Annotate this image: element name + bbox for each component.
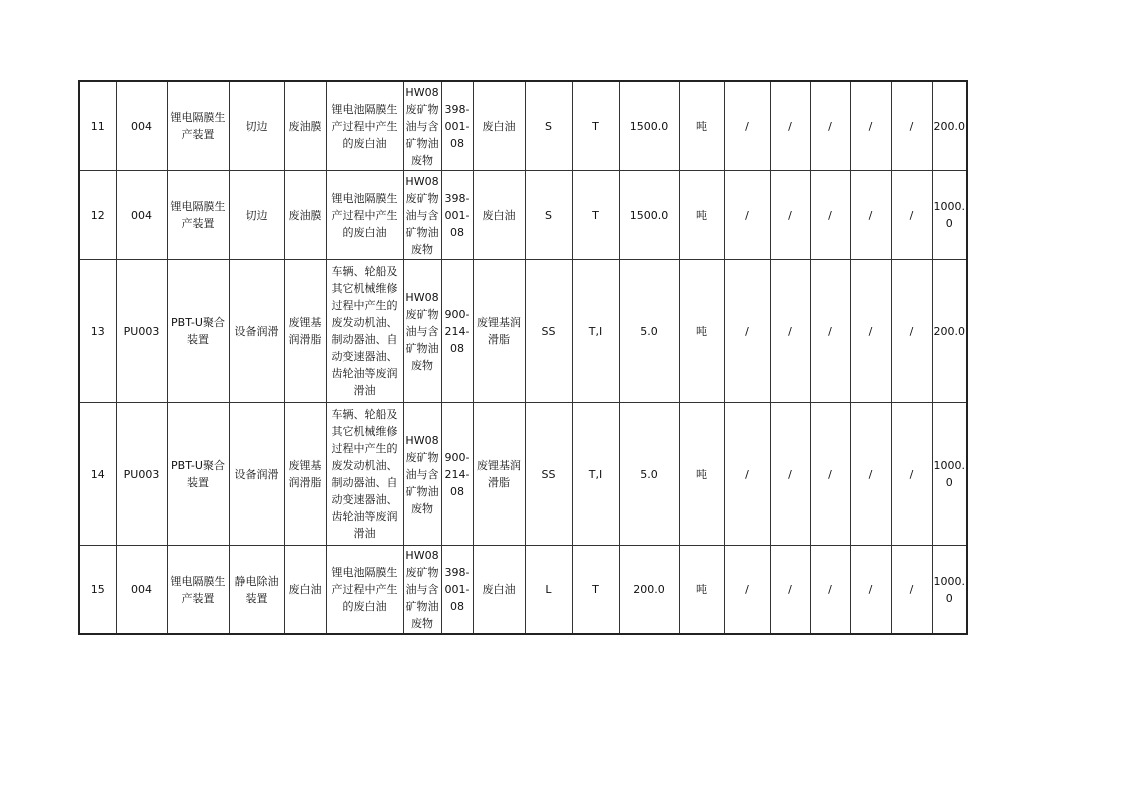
physical-form: SS <box>525 403 572 546</box>
unit-name: PBT-U聚合装置 <box>167 403 229 546</box>
slash-cell-1: / <box>724 171 770 260</box>
unit-code: PU003 <box>116 260 167 403</box>
last-value: 1000.0 <box>932 171 967 260</box>
unit-name: PBT-U聚合装置 <box>167 260 229 403</box>
amount-unit: 吨 <box>679 81 724 171</box>
slash-cell-4: / <box>850 260 891 403</box>
waste-source: 车辆、轮船及其它机械维修过程中产生的废发动机油、制动器油、自动变速器油、齿轮油等废润滑油 <box>326 403 403 546</box>
annual-amount: 5.0 <box>619 403 679 546</box>
slash-cell-4: / <box>850 403 891 546</box>
waste-code: 398-001-08 <box>441 171 473 260</box>
waste-name: 废油膜 <box>284 81 326 171</box>
unit-code: 004 <box>116 81 167 171</box>
waste-code: 900-214-08 <box>441 403 473 546</box>
slash-cell-5: / <box>891 403 932 546</box>
amount-unit: 吨 <box>679 546 724 635</box>
waste-category: HW08废矿物油与含矿物油废物 <box>403 171 441 260</box>
table-row <box>79 171 967 260</box>
main-component: 废锂基润滑脂 <box>473 260 525 403</box>
slash-cell-1: / <box>724 546 770 635</box>
slash-cell-3: / <box>810 260 850 403</box>
process-name: 设备润滑 <box>229 260 284 403</box>
last-value: 1000.0 <box>932 403 967 546</box>
slash-cell-4: / <box>850 546 891 635</box>
process-name: 切边 <box>229 81 284 171</box>
slash-cell-4: / <box>850 81 891 171</box>
unit-name: 锂电隔膜生产装置 <box>167 546 229 635</box>
main-component: 废白油 <box>473 171 525 260</box>
waste-code: 398-001-08 <box>441 546 473 635</box>
hazardous-waste-table <box>78 80 968 635</box>
waste-name: 废油膜 <box>284 171 326 260</box>
slash-cell-3: / <box>810 546 850 635</box>
physical-form: L <box>525 546 572 635</box>
amount-unit: 吨 <box>679 171 724 260</box>
slash-cell-2: / <box>770 403 810 546</box>
waste-source: 车辆、轮船及其它机械维修过程中产生的废发动机油、制动器油、自动变速器油、齿轮油等废润滑油 <box>326 260 403 403</box>
waste-source: 锂电池隔膜生产过程中产生的废白油 <box>326 171 403 260</box>
main-component: 废白油 <box>473 81 525 171</box>
slash-cell-1: / <box>724 403 770 546</box>
amount-unit: 吨 <box>679 260 724 403</box>
unit-name: 锂电隔膜生产装置 <box>167 81 229 171</box>
annual-amount: 200.0 <box>619 546 679 635</box>
slash-cell-2: / <box>770 546 810 635</box>
last-value: 200.0 <box>932 260 967 403</box>
waste-name: 废锂基润滑脂 <box>284 260 326 403</box>
hazard-property: T <box>572 546 619 635</box>
table-row <box>79 403 967 546</box>
last-value: 200.0 <box>932 81 967 171</box>
slash-cell-5: / <box>891 546 932 635</box>
waste-name: 废白油 <box>284 546 326 635</box>
unit-code: 004 <box>116 546 167 635</box>
process-name: 设备润滑 <box>229 403 284 546</box>
waste-name: 废锂基润滑脂 <box>284 403 326 546</box>
unit-name: 锂电隔膜生产装置 <box>167 171 229 260</box>
slash-cell-1: / <box>724 81 770 171</box>
slash-cell-4: / <box>850 171 891 260</box>
waste-category: HW08废矿物油与含矿物油废物 <box>403 403 441 546</box>
waste-source: 锂电池隔膜生产过程中产生的废白油 <box>326 546 403 635</box>
process-name: 静电除油装置 <box>229 546 284 635</box>
table-row <box>79 81 967 171</box>
document-sheet <box>78 80 966 635</box>
slash-cell-3: / <box>810 171 850 260</box>
unit-code: PU003 <box>116 403 167 546</box>
hazard-property: T <box>572 81 619 171</box>
annual-amount: 1500.0 <box>619 81 679 171</box>
waste-code: 398-001-08 <box>441 81 473 171</box>
slash-cell-2: / <box>770 171 810 260</box>
waste-source: 锂电池隔膜生产过程中产生的废白油 <box>326 81 403 171</box>
row-number: 15 <box>79 546 116 635</box>
main-component: 废锂基润滑脂 <box>473 403 525 546</box>
slash-cell-3: / <box>810 81 850 171</box>
row-number: 14 <box>79 403 116 546</box>
row-number: 13 <box>79 260 116 403</box>
physical-form: SS <box>525 260 572 403</box>
slash-cell-1: / <box>724 260 770 403</box>
hazard-property: T,I <box>572 260 619 403</box>
slash-cell-5: / <box>891 171 932 260</box>
process-name: 切边 <box>229 171 284 260</box>
row-number: 11 <box>79 81 116 171</box>
waste-category: HW08废矿物油与含矿物油废物 <box>403 546 441 635</box>
last-value: 1000.0 <box>932 546 967 635</box>
annual-amount: 1500.0 <box>619 171 679 260</box>
table-row <box>79 546 967 635</box>
slash-cell-5: / <box>891 260 932 403</box>
slash-cell-2: / <box>770 260 810 403</box>
main-component: 废白油 <box>473 546 525 635</box>
hazard-property: T <box>572 171 619 260</box>
physical-form: S <box>525 81 572 171</box>
waste-category: HW08废矿物油与含矿物油废物 <box>403 81 441 171</box>
waste-code: 900-214-08 <box>441 260 473 403</box>
amount-unit: 吨 <box>679 403 724 546</box>
hazard-property: T,I <box>572 403 619 546</box>
waste-category: HW08废矿物油与含矿物油废物 <box>403 260 441 403</box>
row-number: 12 <box>79 171 116 260</box>
slash-cell-3: / <box>810 403 850 546</box>
slash-cell-2: / <box>770 81 810 171</box>
table-row <box>79 260 967 403</box>
unit-code: 004 <box>116 171 167 260</box>
physical-form: S <box>525 171 572 260</box>
annual-amount: 5.0 <box>619 260 679 403</box>
slash-cell-5: / <box>891 81 932 171</box>
